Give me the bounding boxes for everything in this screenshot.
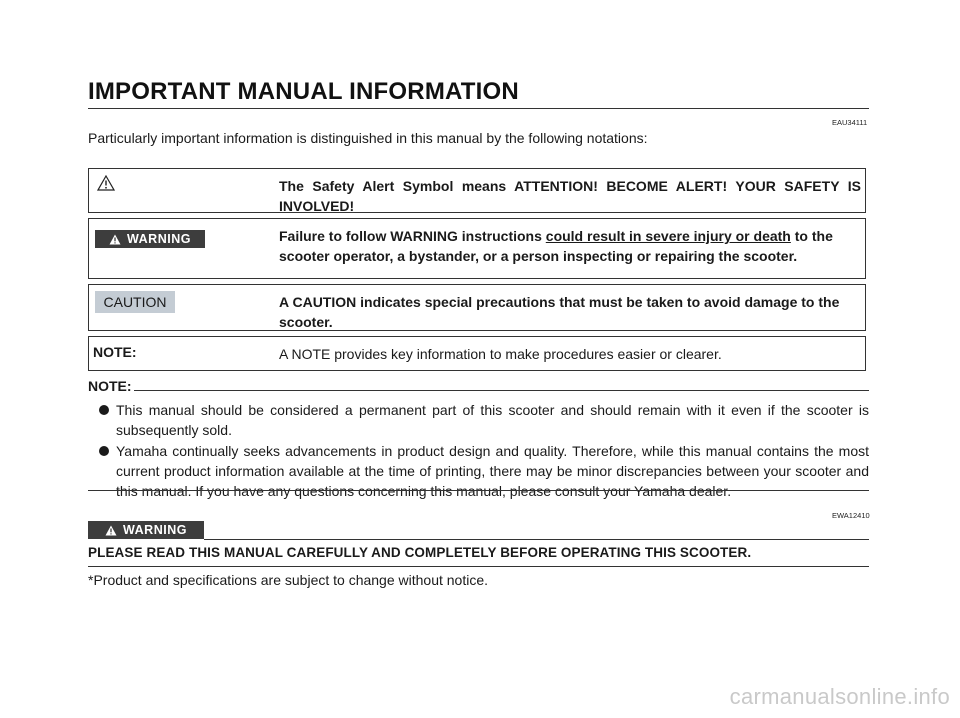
note-label: NOTE:	[93, 344, 137, 360]
warning-rule-bottom	[88, 566, 869, 567]
note-bullet-item	[88, 400, 869, 441]
warning-description-emphasis: could result in severe injury or death	[545, 228, 791, 244]
intro-text: Particularly important information is distinguished in this manual by the following notations:	[88, 130, 648, 146]
page-title: IMPORTANT MANUAL INFORMATION	[88, 78, 519, 105]
warning-badge-label: WARNING	[123, 523, 187, 537]
note-description: A NOTE provides key information to make procedures easier or clearer.	[279, 346, 722, 362]
warning-badge	[95, 230, 205, 248]
note-notation	[88, 336, 866, 371]
note-bullet-item	[88, 441, 869, 502]
warning-statement: PLEASE READ THIS MANUAL CAREFULLY AND COMPLETELY BEFORE OPERATING THIS SCOOTER.	[88, 545, 752, 560]
warning-description	[279, 226, 861, 266]
note-heading: NOTE:	[88, 378, 132, 394]
safety-alert-description: The Safety Alert Symbol means ATTENTION! BECOME ALERT! YOUR SAFETY IS INVOLVED!	[279, 178, 861, 214]
warning-badge	[88, 521, 204, 539]
warning-badge-label: WARNING	[127, 232, 191, 246]
warning-triangle-icon	[109, 234, 121, 245]
note-bullet-list	[88, 400, 869, 501]
caution-description: A CAUTION indicates special precautions that must be taken to avoid damage to the scooter.	[279, 294, 840, 330]
safety-alert-notation	[88, 168, 866, 213]
warning-code: EWA12410	[832, 511, 870, 520]
warning-notation	[88, 218, 866, 279]
bullet-dot-icon	[99, 405, 109, 415]
title-divider	[88, 108, 869, 109]
note-bullet-text: Yamaha continually seeks advancements in product design and quality. Therefore, while this manual contains the most current product information available at the time of printing, there may be minor discrepancies between your scooter and this manual. If you have any questions concerning this manual, please consult your Yamaha dealer.	[116, 442, 869, 500]
caution-notation	[88, 284, 866, 331]
warning-description-part: Failure to follow WARNING instructions	[279, 228, 546, 244]
bullet-dot-icon	[99, 446, 109, 456]
warning-triangle-icon	[105, 525, 117, 536]
footnote: *Product and specifications are subject to change without notice.	[88, 572, 489, 588]
warning-description-part: to the scooter operator, a bystander, or a person inspecting or repairing the scooter.	[279, 228, 833, 264]
caution-badge: CAUTION	[95, 291, 175, 313]
note-bullet-text: This manual should be considered a permanent part of this scooter and should remain with it even if the scooter is subsequently sold.	[116, 402, 869, 439]
warning-triangle-icon	[97, 175, 115, 191]
note-end-rule	[88, 490, 869, 491]
section-code: EAU34111	[832, 118, 868, 127]
warning-rule-top	[204, 539, 869, 540]
watermark: carmanualsonline.info	[729, 684, 950, 709]
note-heading-rule	[134, 390, 869, 391]
